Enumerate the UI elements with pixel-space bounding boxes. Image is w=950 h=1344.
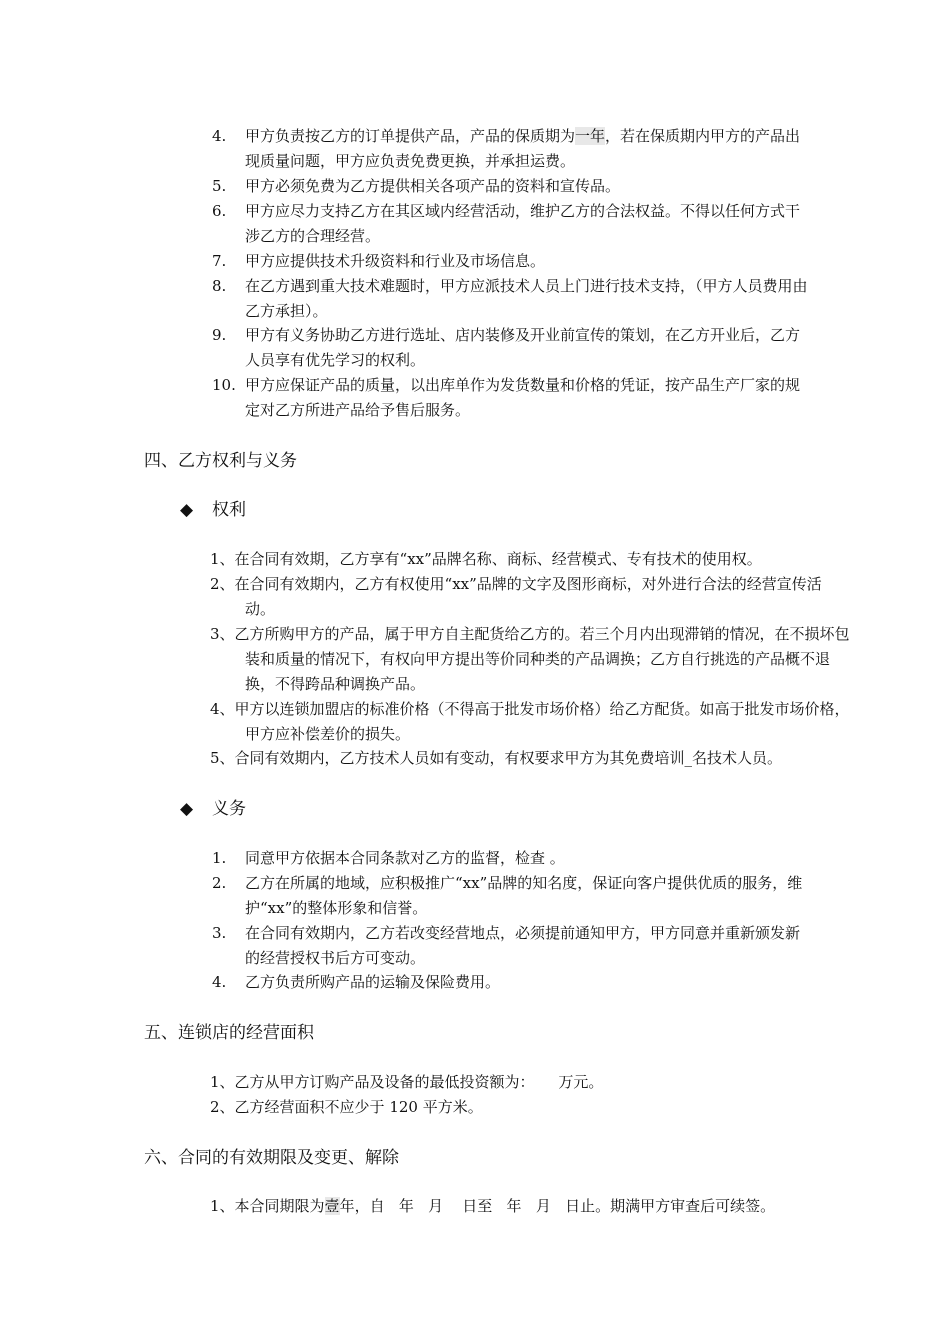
section-heading: 五、连锁店的经营面积 — [144, 1023, 314, 1043]
list-item — [212, 373, 812, 423]
list-item — [212, 249, 812, 274]
rights-item: 1、在合同有效期，乙方享有“xx”品牌名称、商标、经营模式、专有技术的使用权。 — [210, 550, 762, 568]
list-item: 1、乙方从甲方订购产品及设备的最低投资额为： 万元。 — [210, 1073, 604, 1091]
duties-item — [212, 846, 812, 871]
highlighted-text: 一年 — [575, 127, 606, 145]
item-text: 甲方必须免费为乙方提供相关各项产品的资料和宣传品。 — [245, 177, 621, 195]
list-item — [212, 174, 812, 199]
item-number: 6. — [212, 202, 227, 220]
item-number: 10. — [212, 376, 236, 394]
item-text: 同意甲方依据本合同条款对乙方的监督，检查 。 — [245, 849, 565, 867]
item-number: 4. — [212, 973, 227, 991]
subsection-title: 权利 — [212, 500, 246, 520]
item-number: 4. — [212, 127, 227, 145]
list-item: 1、本合同期限为壹年，自 年 月 日至 年 月 日止。期满甲方审查后可续签。 — [210, 1197, 776, 1215]
list-item — [212, 274, 812, 324]
list-item — [212, 323, 812, 373]
section-heading: 六、合同的有效期限及变更、解除 — [144, 1148, 399, 1168]
subsection-heading-duties — [180, 796, 246, 822]
item-number: 5. — [212, 177, 227, 195]
item-text: 甲方应保证产品的质量，以出库单作为发货数量和价格的凭证，按产品生产厂家的规定对乙方所进产品给予售后服务。 — [245, 376, 801, 419]
item-number: 3. — [212, 924, 227, 942]
item-number: 2. — [212, 874, 227, 892]
item-text: 乙方负责所购产品的运输及保险费用。 — [245, 973, 501, 991]
list-item: 2、乙方经营面积不应少于 120 平方米。 — [210, 1098, 483, 1116]
rights-item: 4、甲方以连锁加盟店的标准价格（不得高于批发市场价格）给乙方配货。如高于批发市场价格，甲方应补偿差价的损失。 — [210, 700, 850, 743]
item-text: 甲方负责按乙方的订单提供产品，产品的保质期为一年，若在保质期内甲方的产品出现质量问题，甲方应负责免费更换，并承担运费。 — [245, 127, 801, 170]
subsection-title: 义务 — [212, 799, 246, 819]
duties-item — [212, 921, 812, 971]
item-number: 9. — [212, 326, 227, 344]
item-number: 8. — [212, 277, 227, 295]
diamond-bullet-icon: ◆ — [180, 500, 194, 520]
item-number: 7. — [212, 252, 227, 270]
diamond-bullet-icon: ◆ — [180, 799, 194, 819]
item-text: 在合同有效期内，乙方若改变经营地点，必须提前通知甲方，甲方同意并重新颁发新的经营授权书后方可变动。 — [245, 924, 801, 967]
item-text: 甲方有义务协助乙方进行选址、店内装修及开业前宣传的策划，在乙方开业后，乙方人员享有优先学习的权利。 — [245, 326, 801, 369]
duties-item — [212, 970, 812, 995]
rights-item: 5、合同有效期内，乙方技术人员如有变动，有权要求甲方为其免费培训_名技术人员。 — [210, 749, 783, 767]
item-text: 甲方应尽力支持乙方在其区域内经营活动，维护乙方的合法权益。不得以任何方式干涉乙方的合理经营。 — [245, 202, 801, 245]
item-text: 甲方应提供技术升级资料和行业及市场信息。 — [245, 252, 546, 270]
rights-item: 3、乙方所购甲方的产品，属于甲方自主配货给乙方的。若三个月内出现滞销的情况，在不损坏包装和质量的情况下，有权向甲方提出等价同种类的产品调换；乙方自行挑选的产品概不退换，不得跨品种调换产品。 — [210, 625, 850, 693]
rights-item: 2、在合同有效期内，乙方有权使用“xx”品牌的文字及图形商标，对外进行合法的经营宣传活动。 — [210, 575, 822, 618]
list-item — [212, 124, 812, 174]
item-text: 在乙方遇到重大技术难题时，甲方应派技术人员上门进行技术支持，（甲方人员费用由乙方承担）。 — [245, 277, 808, 320]
section-heading: 四、乙方权利与义务 — [144, 451, 297, 471]
subsection-heading-rights — [180, 497, 246, 523]
item-text: 乙方在所属的地域，应积极推广“xx”品牌的知名度，保证向客户提供优质的服务，维护“xx”的整体形象和信誉。 — [245, 874, 803, 917]
duties-item — [212, 871, 812, 921]
list-item — [212, 199, 812, 249]
highlighted-text: 壹 — [324, 1197, 340, 1215]
item-number: 1. — [212, 849, 227, 867]
